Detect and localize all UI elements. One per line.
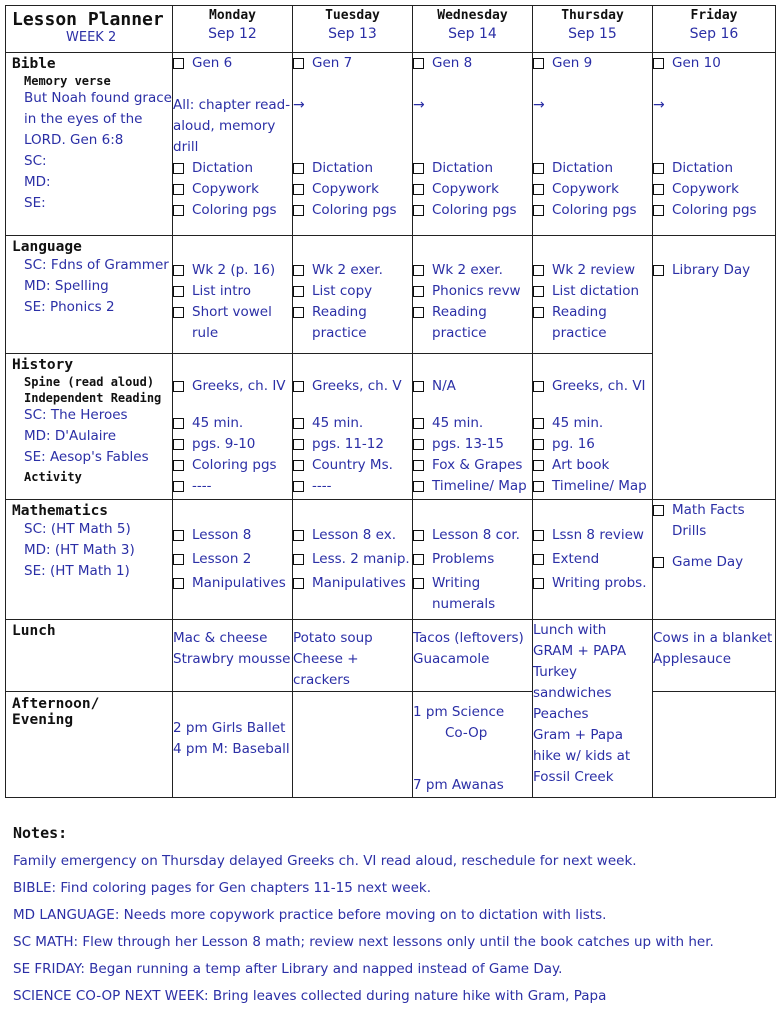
bible-wednesday-cell xyxy=(413,53,533,236)
bible-note-line: aloud, memory xyxy=(173,118,276,134)
checkbox[interactable] xyxy=(413,265,424,276)
subject-bible: Bible xyxy=(12,56,56,72)
day-name: Friday xyxy=(690,8,738,23)
subject-evening: Evening xyxy=(12,712,74,728)
language-task: Reading xyxy=(432,304,487,320)
math-task: Problems xyxy=(432,551,495,567)
day-date: Sep 13 xyxy=(328,26,377,42)
history-thursday-cell xyxy=(533,354,653,500)
checkbox[interactable] xyxy=(293,481,304,492)
checkbox[interactable] xyxy=(653,163,664,174)
checkbox[interactable] xyxy=(293,381,304,392)
event-item: 4 pm M: Baseball xyxy=(173,741,290,757)
math-task: Writing probs. xyxy=(552,575,647,591)
lunch-tuesday-cell xyxy=(293,620,413,692)
math-task: Lesson 8 cor. xyxy=(432,527,520,543)
language-task-cont: practice xyxy=(552,325,607,341)
checkbox[interactable] xyxy=(413,205,424,216)
checkbox[interactable] xyxy=(653,184,664,195)
math-task: Game Day xyxy=(672,554,744,570)
subject-history: History xyxy=(12,357,74,373)
history-wednesday-cell xyxy=(413,354,533,500)
checkbox[interactable] xyxy=(653,265,664,276)
checkbox[interactable] xyxy=(533,439,544,450)
checkbox[interactable] xyxy=(173,265,184,276)
bible-reading: Gen 10 xyxy=(672,55,721,71)
checkbox[interactable] xyxy=(173,481,184,492)
task-dictation: Dictation xyxy=(432,160,493,176)
history-task: pg. 16 xyxy=(552,436,595,452)
checkbox[interactable] xyxy=(533,205,544,216)
lunch-subject-cell xyxy=(6,620,173,692)
lesson-planner-table xyxy=(5,5,776,798)
history-task: Art book xyxy=(552,457,610,473)
event-item: 1 pm Science xyxy=(413,704,505,720)
task-copywork: Copywork xyxy=(432,181,499,197)
notes-section xyxy=(13,824,773,1010)
student-md-label: MD: D'Aulaire xyxy=(24,428,117,444)
language-task: Wk 2 (p. 16) xyxy=(192,262,276,278)
history-task: pgs. 9-10 xyxy=(192,436,256,452)
math-task: Manipulatives xyxy=(192,575,286,591)
checkbox[interactable] xyxy=(173,460,184,471)
history-task: Greeks, ch. VI xyxy=(552,378,646,394)
bible-note-line: All: chapter read- xyxy=(173,97,291,113)
task-copywork: Copywork xyxy=(312,181,379,197)
day-date: Sep 15 xyxy=(568,26,617,42)
note-item: MD LANGUAGE: Needs more copywork practice before moving on to dictation with lists. xyxy=(13,907,607,923)
checkbox[interactable] xyxy=(293,58,304,69)
student-se-label: SE: Aesop's Fables xyxy=(24,449,149,465)
bible-reading: Gen 9 xyxy=(552,55,593,71)
math-task-cont: Drills xyxy=(672,523,707,539)
task-coloring: Coloring pgs xyxy=(312,202,397,218)
library-day: Library Day xyxy=(672,262,751,278)
day-header-thursday xyxy=(533,6,653,53)
event-item: 7 pm Awanas xyxy=(413,777,504,793)
math-task: Math Facts xyxy=(672,502,745,518)
checkbox[interactable] xyxy=(533,307,544,318)
spine-label: Spine (read aloud) xyxy=(24,375,155,389)
lunch-afternoon-thursday-cell xyxy=(533,620,653,798)
history-task: Greeks, ch. IV xyxy=(192,378,286,394)
student-md-label: MD: xyxy=(24,174,51,190)
note-item: SE FRIDAY: Began running a temp after Library and napped instead of Game Day. xyxy=(13,961,563,977)
checkbox[interactable] xyxy=(533,265,544,276)
lunch-item: Guacamole xyxy=(413,651,490,667)
history-task: 45 min. xyxy=(552,415,604,431)
student-se-label: SE: (HT Math 1) xyxy=(24,563,130,579)
lunch-item: Fossil Creek xyxy=(533,769,614,785)
language-task: List copy xyxy=(312,283,373,299)
note-item: BIBLE: Find coloring pages for Gen chapters 11-15 next week. xyxy=(13,880,432,896)
event-item: Co-Op xyxy=(445,725,488,741)
arrow-right-icon: → xyxy=(293,97,305,113)
checkbox[interactable] xyxy=(413,439,424,450)
afternoon-subject-cell xyxy=(6,692,173,798)
lunch-item: sandwiches xyxy=(533,685,612,701)
language-task: Wk 2 review xyxy=(552,262,635,278)
language-task: Wk 2 exer. xyxy=(312,262,383,278)
checkbox[interactable] xyxy=(293,163,304,174)
checkbox[interactable] xyxy=(653,205,664,216)
checkbox[interactable] xyxy=(293,307,304,318)
checkbox[interactable] xyxy=(293,554,304,565)
task-coloring: Coloring pgs xyxy=(552,202,637,218)
math-task: Lesson 8 xyxy=(192,527,252,543)
checkbox[interactable] xyxy=(413,58,424,69)
math-friday-cell xyxy=(653,500,776,620)
math-task-cont: numerals xyxy=(432,596,496,612)
lunch-item: Tacos (leftovers) xyxy=(413,630,524,646)
planner-title: Lesson Planner xyxy=(12,9,164,30)
lunch-item: Potato soup xyxy=(293,630,373,646)
student-se-label: SE: xyxy=(24,195,46,211)
checkbox[interactable] xyxy=(173,58,184,69)
subject-math: Mathematics xyxy=(12,503,109,519)
language-task-cont: practice xyxy=(312,325,367,341)
verse-line: in the eyes of the xyxy=(24,111,143,127)
lunch-item: Gram + Papa xyxy=(533,727,623,743)
memory-verse-label: Memory verse xyxy=(24,74,111,88)
math-task: Lssn 8 review xyxy=(552,527,644,543)
history-task: ---- xyxy=(192,478,212,494)
checkbox[interactable] xyxy=(173,184,184,195)
language-task: List intro xyxy=(192,283,252,299)
checkbox[interactable] xyxy=(293,578,304,589)
day-date: Sep 12 xyxy=(208,26,257,42)
student-se-label: SE: Phonics 2 xyxy=(24,299,115,315)
history-task: ---- xyxy=(312,478,332,494)
student-md-label: MD: (HT Math 3) xyxy=(24,542,135,558)
task-coloring: Coloring pgs xyxy=(672,202,757,218)
checkbox[interactable] xyxy=(533,286,544,297)
checkbox[interactable] xyxy=(533,530,544,541)
math-task: Less. 2 manip. xyxy=(312,551,410,567)
event-item: 2 pm Girls Ballet xyxy=(173,720,286,736)
checkbox[interactable] xyxy=(293,205,304,216)
history-task: Coloring pgs xyxy=(192,457,277,473)
language-task: Reading xyxy=(312,304,367,320)
math-task: Extend xyxy=(552,551,600,567)
language-monday-cell xyxy=(173,236,293,354)
language-tuesday-cell xyxy=(293,236,413,354)
language-task: Wk 2 exer. xyxy=(432,262,503,278)
arrow-right-icon: → xyxy=(653,97,665,113)
math-task: Lesson 8 ex. xyxy=(312,527,396,543)
math-task: Manipulatives xyxy=(312,575,406,591)
checkbox[interactable] xyxy=(533,381,544,392)
checkbox[interactable] xyxy=(173,205,184,216)
verse-line: LORD. Gen 6:8 xyxy=(24,132,124,148)
day-date: Sep 16 xyxy=(689,26,739,42)
checkbox[interactable] xyxy=(293,530,304,541)
lunch-item: Applesauce xyxy=(653,651,732,667)
checkbox[interactable] xyxy=(293,286,304,297)
checkbox[interactable] xyxy=(413,184,424,195)
history-task: pgs. 13-15 xyxy=(432,436,504,452)
task-coloring: Coloring pgs xyxy=(192,202,277,218)
day-name: Monday xyxy=(209,8,256,23)
checkbox[interactable] xyxy=(413,163,424,174)
task-dictation: Dictation xyxy=(672,160,733,176)
afternoon-friday-cell xyxy=(653,692,776,798)
bible-reading: Gen 7 xyxy=(312,55,353,71)
week-label: WEEK 2 xyxy=(66,30,117,45)
day-date: Sep 14 xyxy=(448,26,497,42)
checkbox[interactable] xyxy=(413,418,424,429)
bible-friday-cell xyxy=(653,53,776,236)
bible-monday-cell xyxy=(173,53,293,236)
lunch-wednesday-cell xyxy=(413,620,533,692)
independent-reading-label: Independent Reading xyxy=(24,391,162,405)
bible-tuesday-cell xyxy=(293,53,413,236)
checkbox[interactable] xyxy=(293,460,304,471)
history-monday-cell xyxy=(173,354,293,500)
math-tuesday-cell xyxy=(293,500,413,620)
history-task: Country Ms. xyxy=(312,457,393,473)
language-task: List dictation xyxy=(552,283,640,299)
task-coloring: Coloring pgs xyxy=(432,202,517,218)
math-subject-cell xyxy=(6,500,173,620)
student-sc-label: SC: The Heroes xyxy=(24,407,128,423)
language-task-cont: practice xyxy=(432,325,487,341)
bible-reading: Gen 6 xyxy=(192,55,233,71)
day-header-wednesday xyxy=(413,6,533,53)
task-copywork: Copywork xyxy=(672,181,739,197)
lunch-item: hike w/ kids at xyxy=(533,748,631,764)
math-task: Writing xyxy=(432,575,481,591)
lunch-item: Cows in a blanket xyxy=(653,630,773,646)
checkbox[interactable] xyxy=(533,460,544,471)
language-subject-cell xyxy=(6,236,173,354)
day-name: Thursday xyxy=(561,8,624,23)
checkbox[interactable] xyxy=(653,557,664,568)
checkbox[interactable] xyxy=(413,460,424,471)
checkbox[interactable] xyxy=(533,418,544,429)
subject-language: Language xyxy=(12,239,82,255)
checkbox[interactable] xyxy=(653,505,664,516)
lunch-item: Lunch with xyxy=(533,622,607,638)
lunch-monday-cell xyxy=(173,620,293,692)
notes-title: Notes: xyxy=(13,824,68,842)
history-task: 45 min. xyxy=(192,415,244,431)
bible-reading: Gen 8 xyxy=(432,55,473,71)
checkbox[interactable] xyxy=(533,481,544,492)
lunch-item: crackers xyxy=(293,672,350,688)
history-task: Fox & Grapes xyxy=(432,457,523,473)
lunch-item: Turkey xyxy=(533,664,577,680)
checkbox[interactable] xyxy=(413,286,424,297)
language-task: Phonics revw xyxy=(432,283,521,299)
checkbox[interactable] xyxy=(173,163,184,174)
task-copywork: Copywork xyxy=(192,181,259,197)
arrow-right-icon: → xyxy=(413,97,425,113)
history-task: Timeline/ Map xyxy=(432,478,527,494)
language-task: Short vowel xyxy=(192,304,272,320)
history-task: 45 min. xyxy=(312,415,364,431)
checkbox[interactable] xyxy=(173,307,184,318)
language-thursday-cell xyxy=(533,236,653,354)
math-task: Lesson 2 xyxy=(192,551,252,567)
checkbox[interactable] xyxy=(173,381,184,392)
verse-line: But Noah found grace xyxy=(24,90,172,106)
checkbox[interactable] xyxy=(173,418,184,429)
checkbox[interactable] xyxy=(413,381,424,392)
note-item: SC MATH: Flew through her Lesson 8 math; review next lessons only until the book catches up with her. xyxy=(13,934,714,950)
checkbox[interactable] xyxy=(533,578,544,589)
checkbox[interactable] xyxy=(293,439,304,450)
day-name: Tuesday xyxy=(325,8,380,23)
history-task: 45 min. xyxy=(432,415,484,431)
math-thursday-cell xyxy=(533,500,653,620)
language-history-friday-cell xyxy=(653,236,776,500)
history-task: Greeks, ch. V xyxy=(312,378,402,394)
task-dictation: Dictation xyxy=(552,160,613,176)
checkbox[interactable] xyxy=(413,307,424,318)
checkbox[interactable] xyxy=(173,439,184,450)
checkbox[interactable] xyxy=(173,530,184,541)
day-name: Wednesday xyxy=(437,8,508,23)
afternoon-wednesday-cell xyxy=(413,692,533,798)
task-dictation: Dictation xyxy=(312,160,373,176)
bible-note-line: drill xyxy=(173,139,199,155)
lunch-friday-cell xyxy=(653,620,776,692)
bible-thursday-cell xyxy=(533,53,653,236)
bible-subject-cell xyxy=(6,53,173,236)
checkbox[interactable] xyxy=(293,265,304,276)
history-task: pgs. 11-12 xyxy=(312,436,384,452)
day-header-tuesday xyxy=(293,6,413,53)
task-copywork: Copywork xyxy=(552,181,619,197)
language-task: Reading xyxy=(552,304,607,320)
history-tuesday-cell xyxy=(293,354,413,500)
checkbox[interactable] xyxy=(173,578,184,589)
subject-afternoon: Afternoon/ xyxy=(12,696,100,712)
checkbox[interactable] xyxy=(413,481,424,492)
checkbox[interactable] xyxy=(533,184,544,195)
student-sc-label: SC: (HT Math 5) xyxy=(24,521,131,537)
checkbox[interactable] xyxy=(173,286,184,297)
afternoon-monday-cell xyxy=(173,692,293,798)
history-task: N/A xyxy=(432,378,456,394)
arrow-right-icon: → xyxy=(533,97,545,113)
lunch-item: GRAM + PAPA xyxy=(533,643,627,659)
task-dictation: Dictation xyxy=(192,160,253,176)
planner-title-cell xyxy=(6,6,173,53)
afternoon-tuesday-cell xyxy=(293,692,413,798)
checkbox[interactable] xyxy=(533,58,544,69)
day-header-friday xyxy=(653,6,776,53)
note-item: Family emergency on Thursday delayed Greeks ch. VI read aloud, reschedule for next week. xyxy=(13,853,637,869)
activity-label: Activity xyxy=(24,470,82,484)
day-header-monday xyxy=(173,6,293,53)
math-wednesday-cell xyxy=(413,500,533,620)
lunch-item: Peaches xyxy=(533,706,589,722)
checkbox[interactable] xyxy=(413,530,424,541)
checkbox[interactable] xyxy=(173,554,184,565)
checkbox[interactable] xyxy=(293,418,304,429)
language-wednesday-cell xyxy=(413,236,533,354)
subject-lunch: Lunch xyxy=(12,623,56,639)
checkbox[interactable] xyxy=(653,58,664,69)
checkbox[interactable] xyxy=(533,163,544,174)
student-sc-label: SC: Fdns of Grammer xyxy=(24,257,169,273)
history-subject-cell xyxy=(6,354,173,500)
math-monday-cell xyxy=(173,500,293,620)
history-task: Timeline/ Map xyxy=(552,478,647,494)
checkbox[interactable] xyxy=(413,554,424,565)
lunch-item: Mac & cheese xyxy=(173,630,268,646)
checkbox[interactable] xyxy=(293,184,304,195)
note-item: SCIENCE CO-OP NEXT WEEK: Bring leaves collected during nature hike with Gram, Papa xyxy=(13,988,607,1004)
checkbox[interactable] xyxy=(533,554,544,565)
student-sc-label: SC: xyxy=(24,153,47,169)
lunch-item: Strawbry mousse xyxy=(173,651,291,667)
student-md-label: MD: Spelling xyxy=(24,278,109,294)
lunch-item: Cheese + xyxy=(293,651,359,667)
checkbox[interactable] xyxy=(413,578,424,589)
language-task-cont: rule xyxy=(192,325,219,341)
